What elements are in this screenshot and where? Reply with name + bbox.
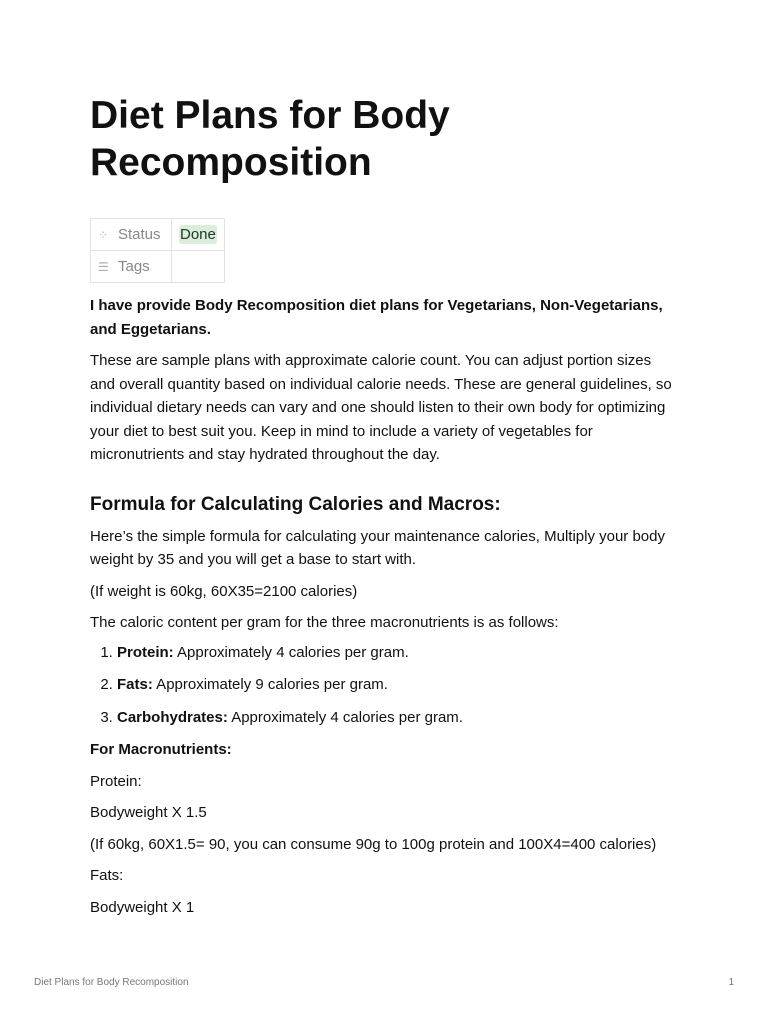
macro-name: Fats:: [117, 676, 153, 693]
list-item: [117, 706, 680, 730]
intro-paragraph: These are sample plans with approximate calorie count. You can adjust portion sizes and overall quantity based on individual calorie needs. These are general guidelines, so individual dietary needs can vary and one should listen to their own body for optimizing your diet to best suit you. Keep in mind to include a variety of vegetables for micronutrients and stay hydrated throughout the day.: [90, 352, 672, 463]
property-key-status: [91, 219, 172, 251]
list-item: [117, 641, 680, 665]
protein-example: (If 60kg, 60X1.5= 90, you can consume 90g to 100g protein and 100X4=400 calories): [90, 835, 657, 853]
list-icon: ☰: [98, 260, 109, 274]
macro-name: Protein:: [117, 643, 174, 661]
intro-bold-text: I have provide Body Recomposition diet plans for Vegetarians, Non-Vegetarians, and Eggetarians.: [90, 297, 663, 338]
macro-desc: Approximately 4 calories per gram.: [227, 708, 463, 726]
fats-label: Fats:: [90, 867, 124, 884]
macro-name: Carbohydrates:: [117, 708, 228, 726]
formula-heading: Formula for Calculating Calories and Macros:: [90, 493, 501, 515]
footer-doc-title: Diet Plans for Body Recomposition: [34, 977, 189, 988]
properties-table: [90, 218, 225, 283]
property-row-tags: [91, 251, 225, 283]
macro-desc: Approximately 9 calories per gram.: [152, 676, 388, 693]
protein-formula: Bodyweight X 1.5: [90, 804, 207, 821]
formula-example: (If weight is 60kg, 60X35=2100 calories): [90, 582, 358, 600]
macro-list: [90, 641, 680, 730]
loading-spinner-icon: ⁘: [98, 228, 109, 242]
document-body: [90, 92, 680, 919]
status-label: Status: [118, 226, 161, 243]
page-title: Diet Plans for Body Recomposition: [90, 94, 450, 184]
property-key-tags: [91, 251, 172, 283]
property-value-status: [172, 219, 225, 251]
list-item: [117, 673, 680, 697]
property-value-tags: [172, 251, 225, 283]
formula-paragraph: Here’s the simple formula for calculating your maintenance calories, Multiply your body weight by 35 and you will get a base to start with.: [90, 527, 665, 568]
fats-formula: Bodyweight X 1: [90, 898, 195, 916]
property-row-status: [91, 219, 225, 251]
macro-desc: Approximately 4 calories per gram.: [173, 643, 409, 661]
tags-label: Tags: [118, 258, 150, 275]
status-badge: Done: [180, 226, 216, 243]
footer-page-number: 1: [728, 977, 734, 988]
macro-intro: The caloric content per gram for the three macronutrients is as follows:: [90, 614, 559, 631]
protein-label: Protein:: [90, 772, 142, 790]
for-macros-heading: For Macronutrients:: [90, 741, 232, 758]
